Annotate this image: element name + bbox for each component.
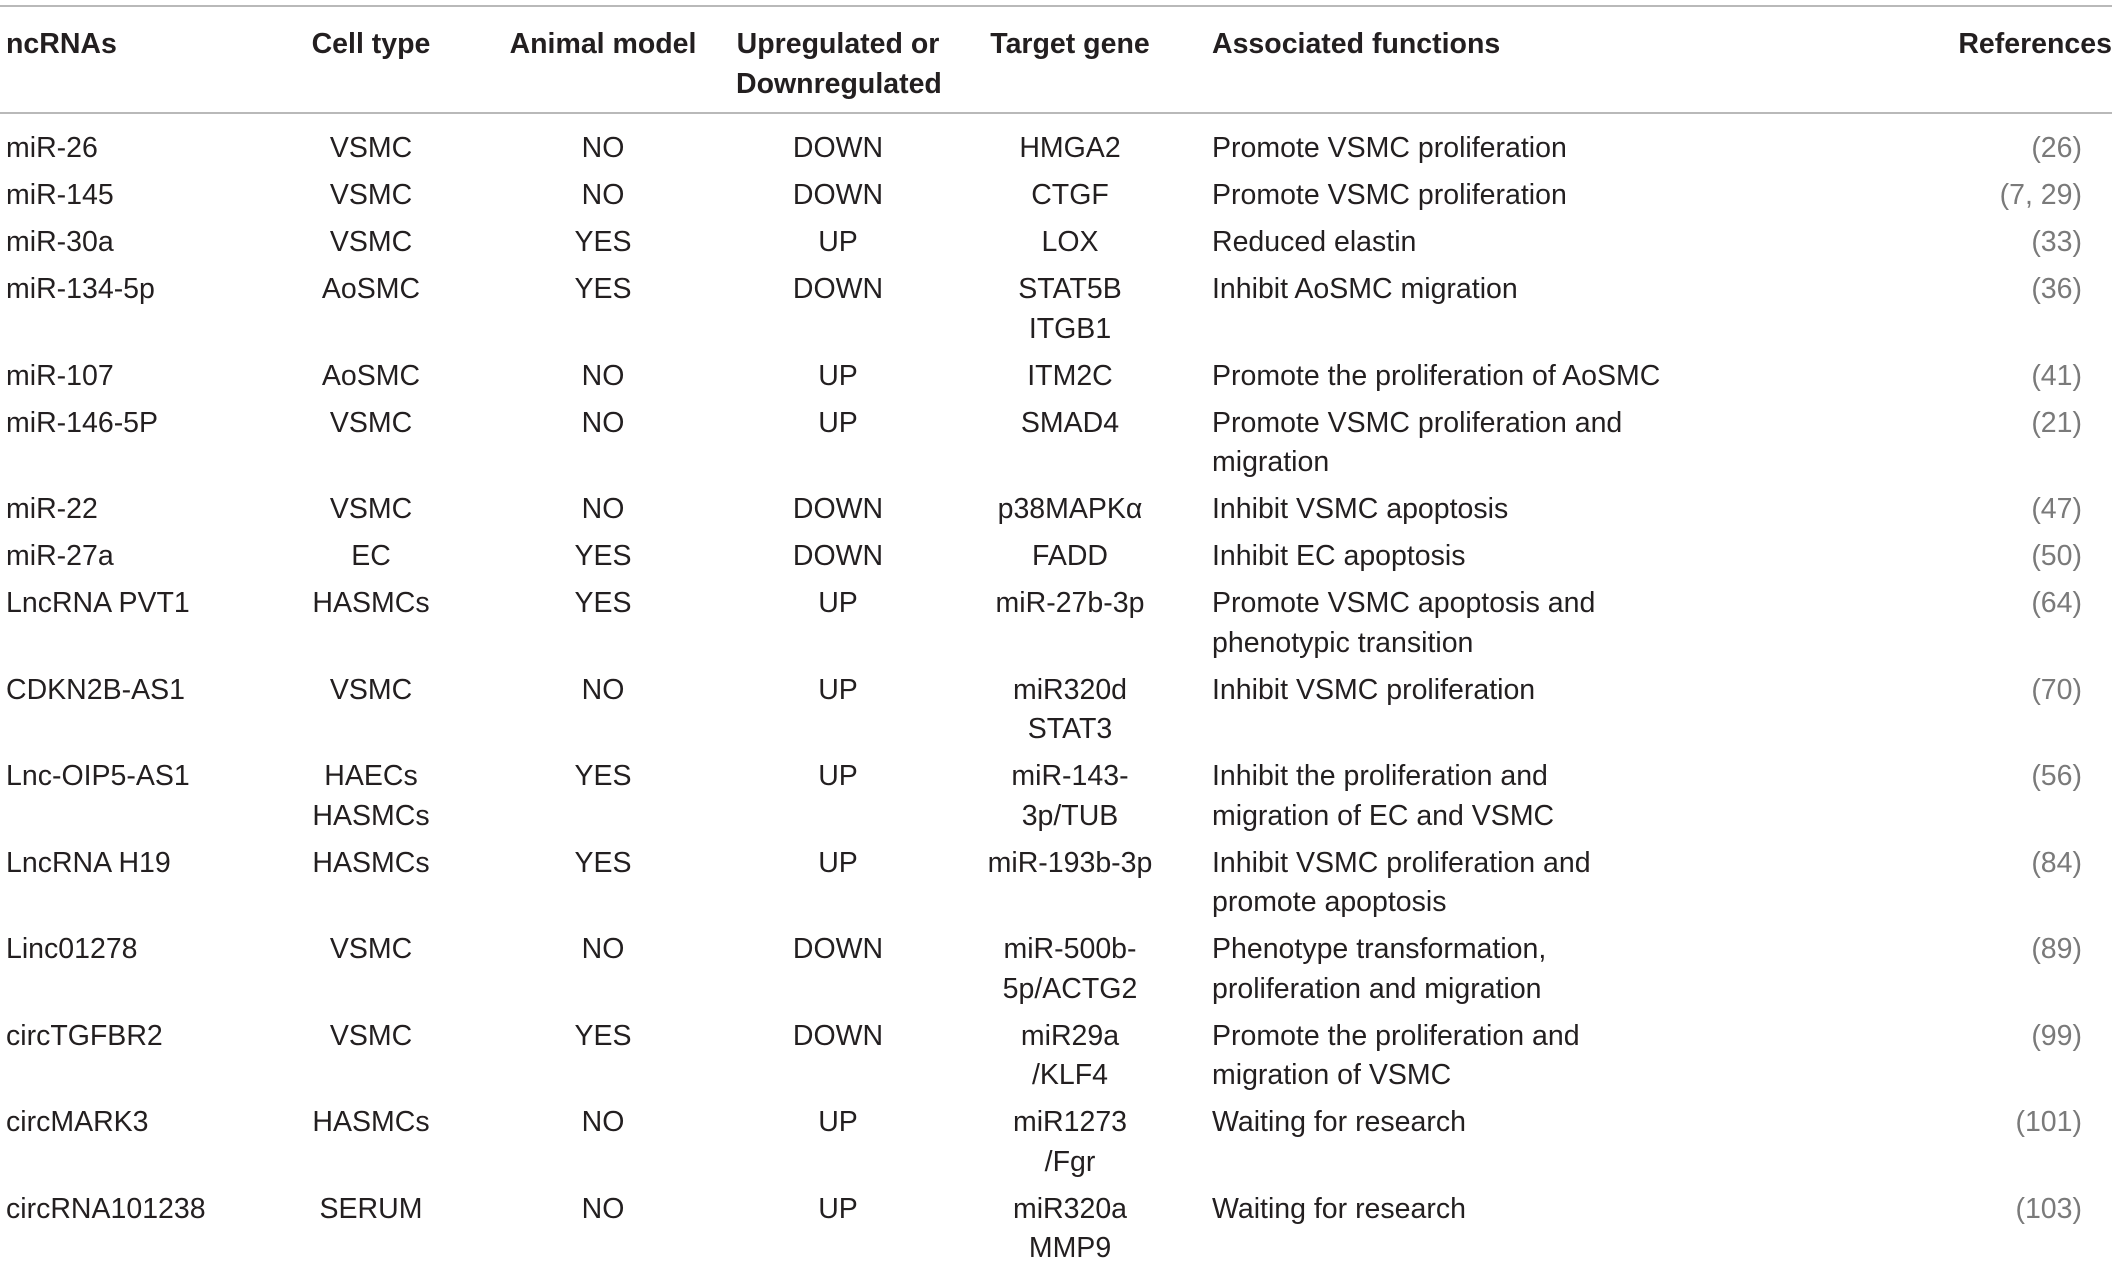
target-gene: ITM2C xyxy=(940,357,1200,404)
regulation: DOWN xyxy=(736,537,940,584)
reference-link[interactable]: (84) xyxy=(2031,847,2082,879)
ncrna-name: miR-26 xyxy=(0,113,272,176)
animal-model: YES xyxy=(470,1017,736,1104)
ncrna-name: miR-30a xyxy=(0,223,272,270)
regulation: UP xyxy=(736,844,940,931)
regulation: UP xyxy=(736,404,940,491)
reference-link[interactable]: (47) xyxy=(2031,493,2082,525)
regulation: UP xyxy=(736,584,940,671)
cell-type: AoSMC xyxy=(272,357,470,404)
target-gene: SMAD4 xyxy=(940,404,1200,491)
ncrna-name: miR-27a xyxy=(0,537,272,584)
regulation: UP xyxy=(736,671,940,758)
header-ncrnas: ncRNAs xyxy=(0,6,272,113)
associated-function: Promote VSMC apoptosis and phenotypic transition xyxy=(1200,584,1692,671)
ncrna-name: miR-134-5p xyxy=(0,270,272,357)
cell-type: VSMC xyxy=(272,113,470,176)
reference-link[interactable]: (26) xyxy=(2031,132,2082,164)
cell-type: HAECs HASMCs xyxy=(272,757,470,844)
reference xyxy=(1692,1017,2112,1104)
associated-function: Promote VSMC proliferation xyxy=(1200,176,1692,223)
animal-model: YES xyxy=(470,537,736,584)
reference-link[interactable]: (101) xyxy=(2015,1106,2082,1138)
table-row xyxy=(0,357,2112,404)
animal-model: NO xyxy=(470,671,736,758)
ncrna-name: circTGFBR2 xyxy=(0,1017,272,1104)
associated-function: Phenotype transformation, proliferation and migration xyxy=(1200,930,1692,1017)
cell-type: VSMC xyxy=(272,176,470,223)
table-row xyxy=(0,844,2112,931)
target-gene: miR-143- 3p/TUB xyxy=(940,757,1200,844)
table-row xyxy=(0,757,2112,844)
reference-link[interactable]: (64) xyxy=(2031,587,2082,619)
animal-model: NO xyxy=(470,1190,736,1276)
reference-link[interactable]: (50) xyxy=(2031,540,2082,572)
associated-function: Inhibit EC apoptosis xyxy=(1200,537,1692,584)
reference xyxy=(1692,113,2112,176)
reference-link[interactable]: (33) xyxy=(2031,226,2082,258)
target-gene: miR-193b-3p xyxy=(940,844,1200,931)
regulation: DOWN xyxy=(736,1017,940,1104)
associated-function: Inhibit VSMC proliferation xyxy=(1200,671,1692,758)
regulation: DOWN xyxy=(736,176,940,223)
ncrna-table xyxy=(0,5,2112,1276)
table-row xyxy=(0,113,2112,176)
target-gene: miR-500b- 5p/ACTG2 xyxy=(940,930,1200,1017)
associated-function: Promote the proliferation of AoSMC xyxy=(1200,357,1692,404)
reference xyxy=(1692,490,2112,537)
reference-link[interactable]: (41) xyxy=(2031,360,2082,392)
ncrna-name: circRNA101238 xyxy=(0,1190,272,1276)
regulation: DOWN xyxy=(736,113,940,176)
animal-model: NO xyxy=(470,404,736,491)
cell-type: AoSMC xyxy=(272,270,470,357)
table-row xyxy=(0,537,2112,584)
target-gene: LOX xyxy=(940,223,1200,270)
cell-type: VSMC xyxy=(272,490,470,537)
animal-model: NO xyxy=(470,357,736,404)
reference xyxy=(1692,671,2112,758)
header-cell-type: Cell type xyxy=(272,6,470,113)
ncrna-name: Lnc-OIP5-AS1 xyxy=(0,757,272,844)
target-gene: STAT5B ITGB1 xyxy=(940,270,1200,357)
associated-function: Reduced elastin xyxy=(1200,223,1692,270)
table-body xyxy=(0,113,2112,1276)
table-row xyxy=(0,270,2112,357)
reference xyxy=(1692,1190,2112,1276)
reference-link[interactable]: (21) xyxy=(2031,407,2082,439)
associated-function: Inhibit VSMC proliferation and promote apoptosis xyxy=(1200,844,1692,931)
table-row xyxy=(0,930,2112,1017)
animal-model: NO xyxy=(470,930,736,1017)
animal-model: YES xyxy=(470,223,736,270)
target-gene: miR320d STAT3 xyxy=(940,671,1200,758)
ncrna-name: LncRNA H19 xyxy=(0,844,272,931)
reference xyxy=(1692,844,2112,931)
cell-type: VSMC xyxy=(272,671,470,758)
associated-function: Inhibit VSMC apoptosis xyxy=(1200,490,1692,537)
header-target-gene: Target gene xyxy=(940,6,1200,113)
ncrna-name: miR-22 xyxy=(0,490,272,537)
animal-model: NO xyxy=(470,1103,736,1190)
reference xyxy=(1692,357,2112,404)
cell-type: EC xyxy=(272,537,470,584)
reference-link[interactable]: (7, 29) xyxy=(2000,179,2082,211)
target-gene: miR320a MMP9 xyxy=(940,1190,1200,1276)
table-row xyxy=(0,176,2112,223)
regulation: UP xyxy=(736,757,940,844)
associated-function: Promote the proliferation and migration of VSMC xyxy=(1200,1017,1692,1104)
cell-type: HASMCs xyxy=(272,584,470,671)
reference-link[interactable]: (103) xyxy=(2015,1193,2082,1225)
table-row xyxy=(0,1190,2112,1276)
header-regulation: Upregulated or Downregulated xyxy=(736,6,940,113)
header-references: References xyxy=(1692,6,2112,113)
associated-function: Promote VSMC proliferation and migration xyxy=(1200,404,1692,491)
cell-type: VSMC xyxy=(272,223,470,270)
cell-type: HASMCs xyxy=(272,844,470,931)
associated-function: Promote VSMC proliferation xyxy=(1200,113,1692,176)
target-gene: CTGF xyxy=(940,176,1200,223)
cell-type: VSMC xyxy=(272,404,470,491)
ncrna-name: LncRNA PVT1 xyxy=(0,584,272,671)
target-gene: p38MAPKα xyxy=(940,490,1200,537)
cell-type: VSMC xyxy=(272,930,470,1017)
regulation: UP xyxy=(736,357,940,404)
cell-type: SERUM xyxy=(272,1190,470,1276)
animal-model: YES xyxy=(470,844,736,931)
target-gene: miR1273 /Fgr xyxy=(940,1103,1200,1190)
table-row xyxy=(0,490,2112,537)
reference xyxy=(1692,584,2112,671)
ncrna-name: Linc01278 xyxy=(0,930,272,1017)
animal-model: YES xyxy=(470,270,736,357)
reference-link[interactable]: (70) xyxy=(2031,674,2082,706)
table-row xyxy=(0,1103,2112,1190)
regulation: DOWN xyxy=(736,930,940,1017)
table-row xyxy=(0,584,2112,671)
reference xyxy=(1692,537,2112,584)
reference xyxy=(1692,176,2112,223)
regulation: UP xyxy=(736,1190,940,1276)
associated-function: Inhibit the proliferation and migration of EC and VSMC xyxy=(1200,757,1692,844)
reference xyxy=(1692,404,2112,491)
target-gene: miR29a /KLF4 xyxy=(940,1017,1200,1104)
target-gene: FADD xyxy=(940,537,1200,584)
cell-type: VSMC xyxy=(272,1017,470,1104)
reference xyxy=(1692,223,2112,270)
ncrna-name: CDKN2B-AS1 xyxy=(0,671,272,758)
table-row xyxy=(0,1017,2112,1104)
reference xyxy=(1692,1103,2112,1190)
ncrna-name: circMARK3 xyxy=(0,1103,272,1190)
header-animal-model: Animal model xyxy=(470,6,736,113)
reference-link[interactable]: (36) xyxy=(2031,273,2082,305)
regulation: UP xyxy=(736,223,940,270)
cell-type: HASMCs xyxy=(272,1103,470,1190)
reference-link[interactable]: (56) xyxy=(2031,760,2082,792)
regulation: UP xyxy=(736,1103,940,1190)
table-row xyxy=(0,671,2112,758)
table-header xyxy=(0,6,2112,113)
regulation: DOWN xyxy=(736,490,940,537)
header-associated-functions: Associated functions xyxy=(1200,6,1692,113)
reference-link[interactable]: (89) xyxy=(2031,933,2082,965)
table-row xyxy=(0,223,2112,270)
ncrna-name: miR-146-5P xyxy=(0,404,272,491)
reference-link[interactable]: (99) xyxy=(2031,1020,2082,1052)
animal-model: NO xyxy=(470,490,736,537)
ncrna-name: miR-145 xyxy=(0,176,272,223)
target-gene: HMGA2 xyxy=(940,113,1200,176)
ncrna-name: miR-107 xyxy=(0,357,272,404)
animal-model: YES xyxy=(470,584,736,671)
table-row xyxy=(0,404,2112,491)
animal-model: YES xyxy=(470,757,736,844)
associated-function: Waiting for research xyxy=(1200,1190,1692,1276)
reference xyxy=(1692,757,2112,844)
target-gene: miR-27b-3p xyxy=(940,584,1200,671)
associated-function: Waiting for research xyxy=(1200,1103,1692,1190)
regulation: DOWN xyxy=(736,270,940,357)
reference xyxy=(1692,930,2112,1017)
animal-model: NO xyxy=(470,176,736,223)
reference xyxy=(1692,270,2112,357)
header-row xyxy=(0,6,2112,113)
animal-model: NO xyxy=(470,113,736,176)
associated-function: Inhibit AoSMC migration xyxy=(1200,270,1692,357)
